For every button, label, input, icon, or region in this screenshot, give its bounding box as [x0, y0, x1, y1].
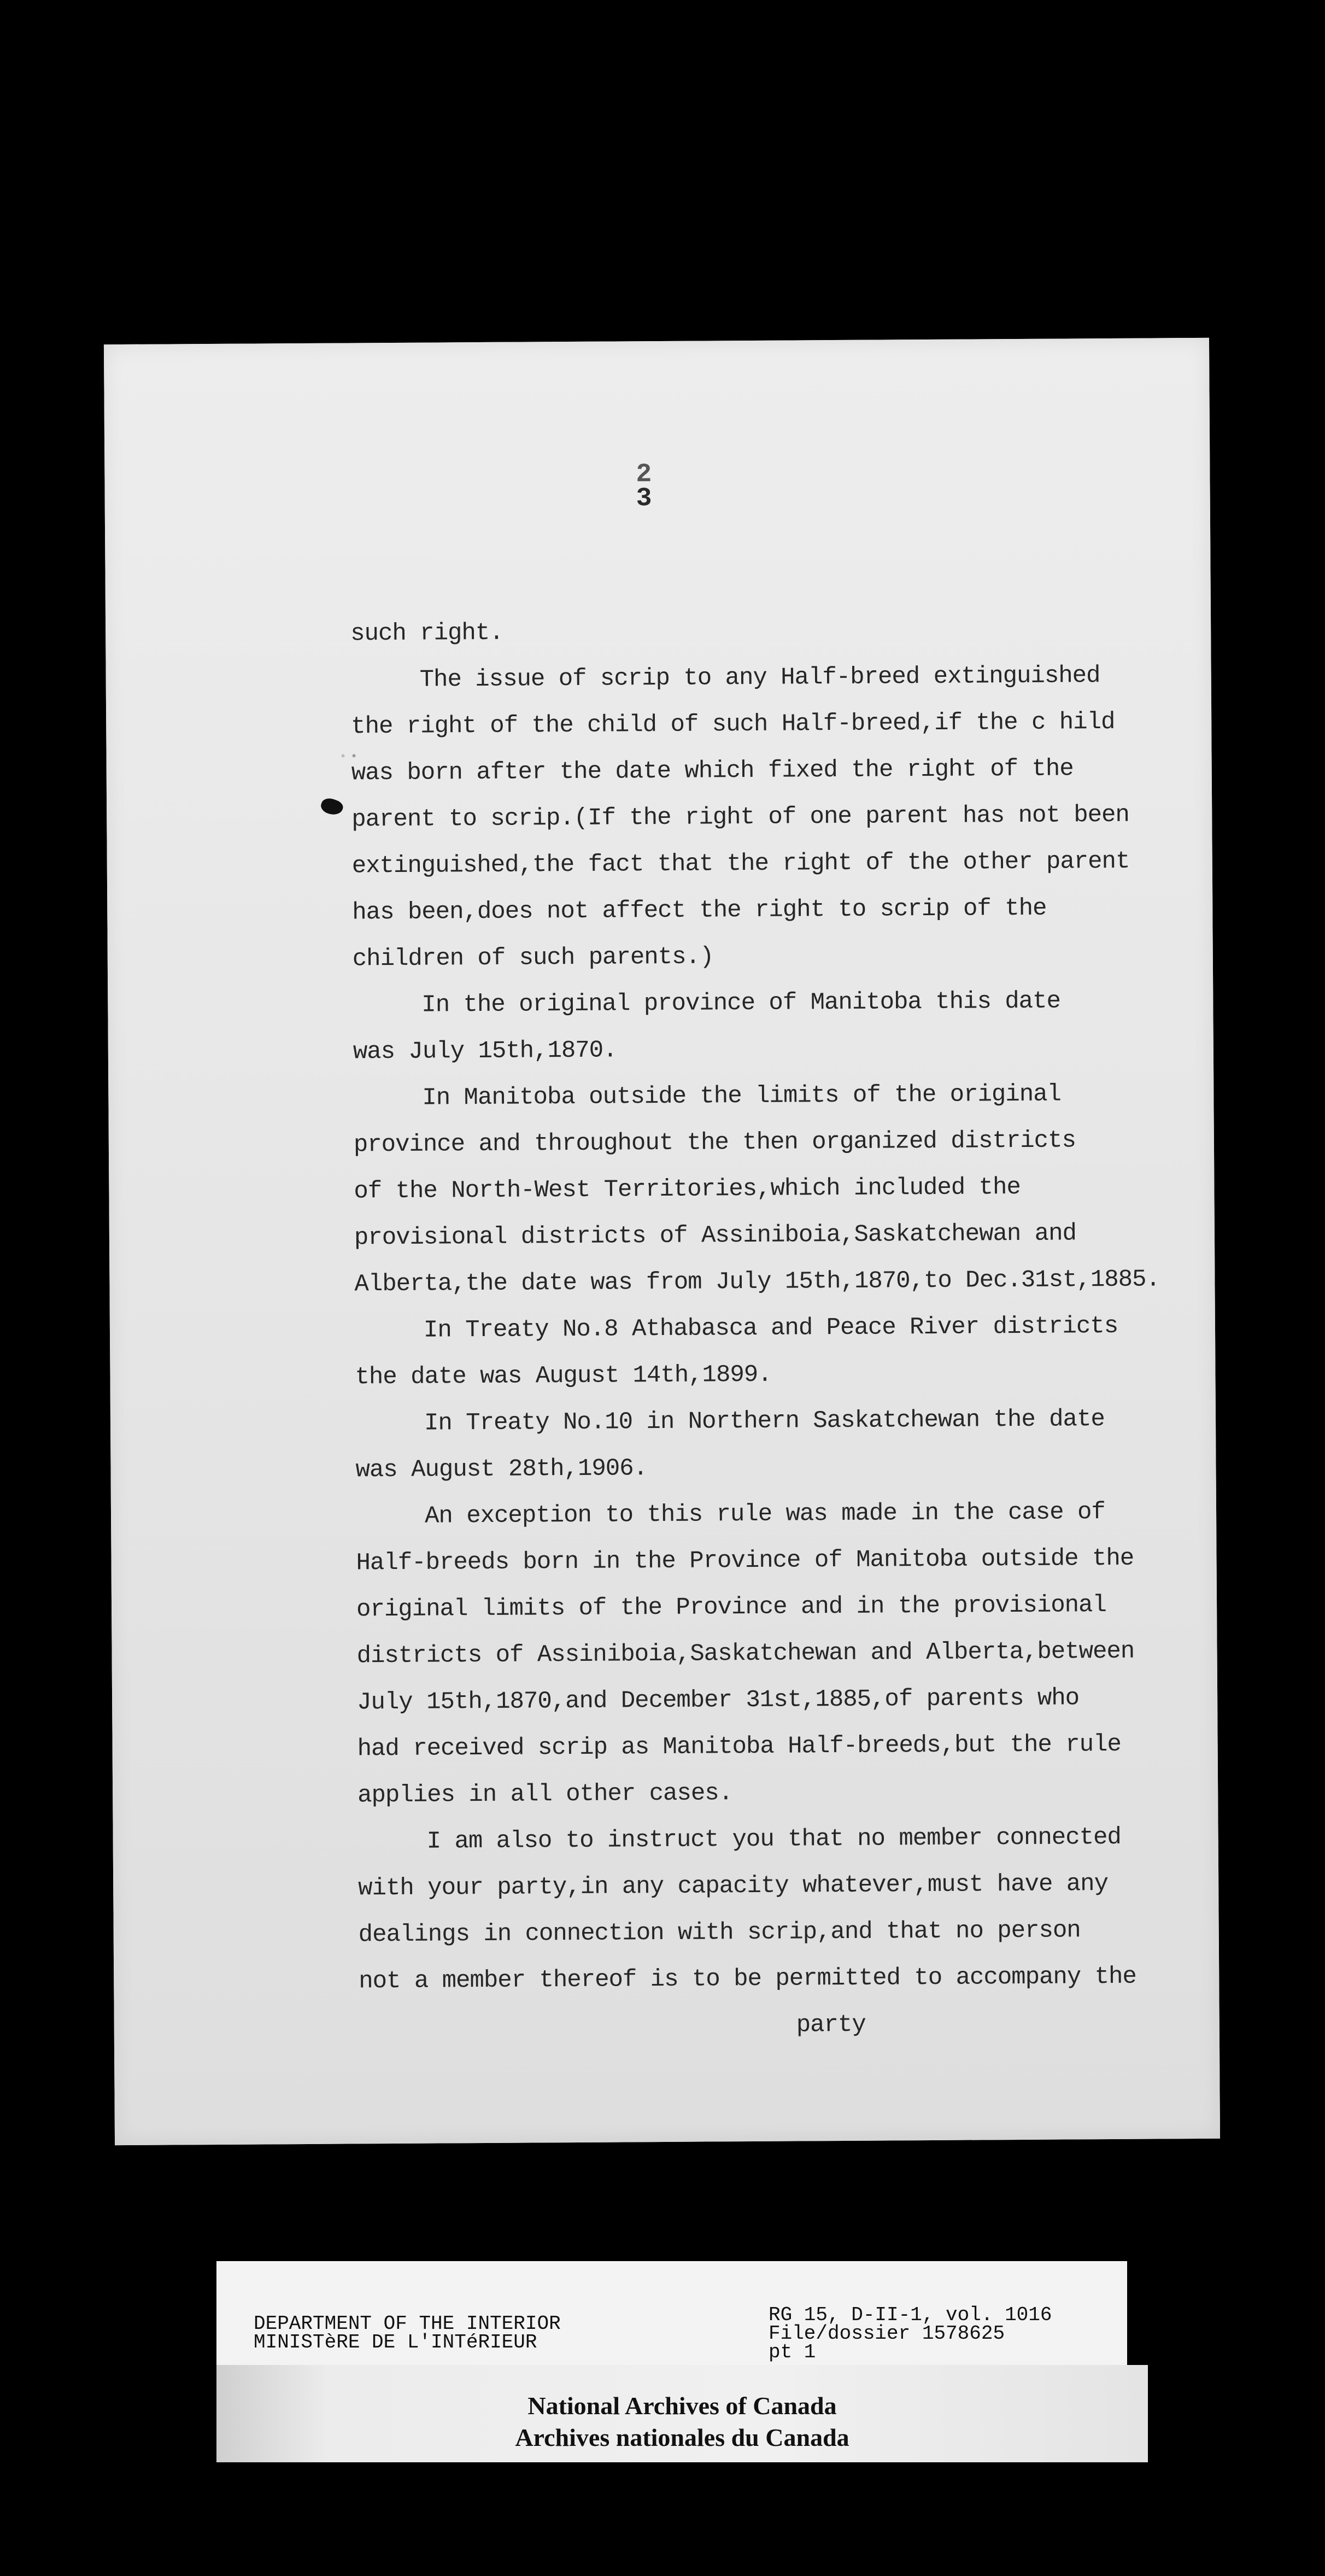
- text-line: An exception to this rule was made in the case of: [424, 1498, 1106, 1530]
- department-fr: MINISTèRE DE L'INTéRIEUR: [254, 2331, 537, 2353]
- text-line: extinguished,the fact that the right of the other parent: [351, 847, 1130, 880]
- text-line: not a member thereof is to be permitted to accompany the: [359, 1963, 1137, 1995]
- text-line: had received scrip as Manitoba Half-breeds,but the rule: [357, 1730, 1122, 1763]
- text-line: with your party,in any capacity whatever,must have any: [358, 1870, 1109, 1902]
- department-en: DEPARTMENT OF THE INTERIOR: [254, 2312, 561, 2335]
- letter-body: [350, 606, 1168, 2051]
- document-page: [104, 338, 1220, 2145]
- text-line: I am also to instruct you that no member connected: [426, 1823, 1122, 1855]
- paper-specks: [342, 754, 345, 758]
- text-line: provisional districts of Assiniboia,Saskatchewan and: [354, 1220, 1077, 1252]
- ink-smudge: [319, 796, 345, 818]
- text-line: was July 15th,1870.: [353, 1037, 617, 1066]
- text-line: In Treaty No.10 in Northern Saskatchewan the date: [424, 1406, 1105, 1437]
- text-line: In Treaty No.8 Athabasca and Peace River districts: [423, 1312, 1118, 1344]
- text-line: dealings in connection with scrip,and that no person: [358, 1917, 1081, 1949]
- text-line: the right of the child of such Half-breed,if the c hild: [351, 708, 1115, 741]
- text-line: children of such parents.): [352, 943, 714, 973]
- file-number: File/dossier 1578625: [769, 2322, 1005, 2345]
- text-line: July 15th,1870,and December 31st,1885,of parents who: [356, 1684, 1080, 1717]
- archives-en: National Archives of Canada: [527, 2392, 837, 2420]
- archive-reference-label: [216, 2261, 1127, 2370]
- record-reference: [769, 2306, 1052, 2362]
- archives-label: [216, 2365, 1148, 2462]
- page-number-overstrike: 2: [636, 460, 652, 490]
- text-line: has been,does not affect the right to scrip of the: [352, 894, 1047, 927]
- text-line: was born after the date which fixed the right of the: [351, 755, 1074, 787]
- text-line: In Manitoba outside the limits of the original: [422, 1080, 1062, 1112]
- text-line: In the original province of Manitoba this date: [421, 987, 1061, 1019]
- text-line: such right.: [350, 619, 503, 648]
- page-number: [636, 460, 652, 514]
- text-line: districts of Assiniboia,Saskatchewan and Alberta,between: [356, 1637, 1135, 1670]
- archives-fr: Archives nationales du Canada: [515, 2423, 849, 2451]
- text-line: applies in all other cases.: [357, 1779, 733, 1810]
- text-line: Alberta,the date was from July 15th,1870,to Dec.31st,1885.: [354, 1266, 1160, 1298]
- part-number: pt 1: [769, 2341, 816, 2363]
- text-line: The issue of scrip to any Half-breed extinguished: [419, 662, 1100, 694]
- text-line: province and throughout the then organized districts: [353, 1127, 1076, 1159]
- record-group: RG 15, D-II-1, vol. 1016: [769, 2304, 1052, 2326]
- catchword: party: [796, 2011, 866, 2039]
- text-line: parent to scrip.(If the right of one parent has not been: [351, 801, 1130, 834]
- department-name: [254, 2312, 561, 2353]
- text-line: original limits of the Province and in the provisional: [356, 1591, 1107, 1624]
- page-number-value: 3: [636, 484, 652, 514]
- text-line: of the North-West Territories,which included the: [354, 1173, 1021, 1205]
- text-line: Half-breeds born in the Province of Manitoba outside the: [356, 1544, 1134, 1577]
- archives-name: [216, 2390, 1148, 2454]
- text-line: the date was August 14th,1899.: [355, 1361, 772, 1391]
- text-line: was August 28th,1906.: [355, 1455, 648, 1484]
